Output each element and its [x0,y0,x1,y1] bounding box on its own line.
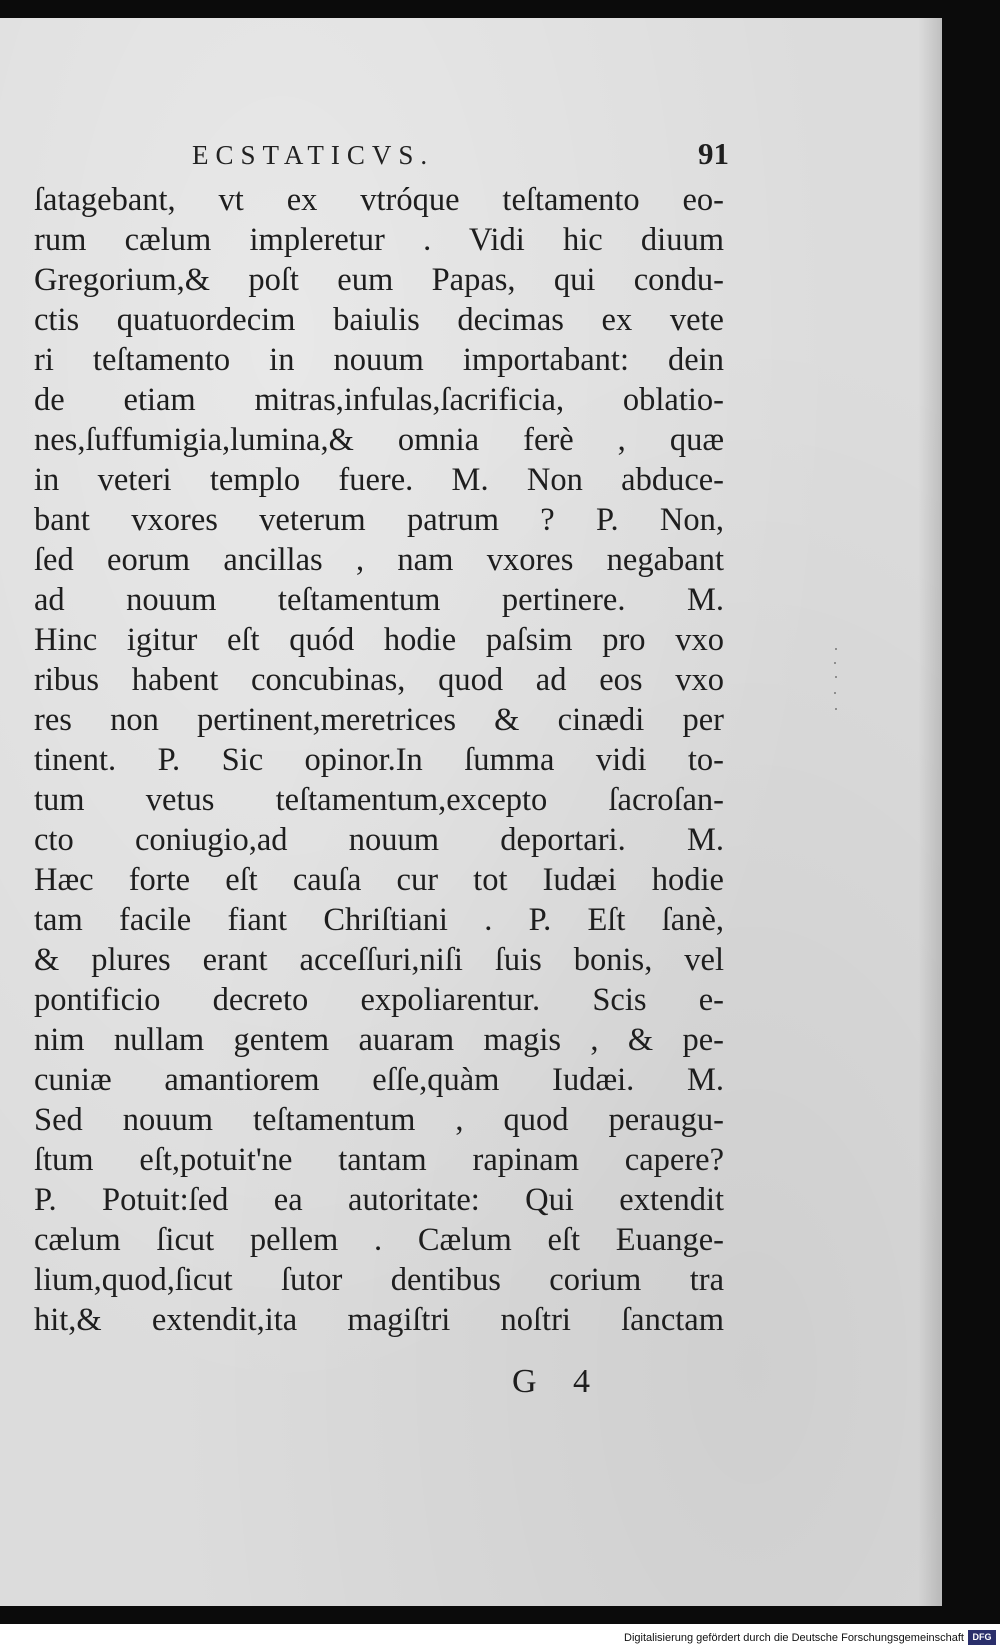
book-page [0,18,942,1606]
text-line: hit,& extendit,ita magiſtri noſtri ſanctam [34,1302,724,1338]
dfg-logo: DFG [968,1630,996,1645]
text-line: lium,quod,ſicut ſutor dentibus corium tra [34,1262,724,1298]
text-line: rum cælum impleretur . Vidi hic diuum [34,222,724,258]
footer-bar [0,1624,1000,1648]
folio-number: 91 [698,136,729,171]
text-line: ctis quatuordecim baiulis decimas ex vete [34,302,724,338]
text-line: ri teſtamento in nouum importabant: dein [34,342,724,378]
body-text [34,180,724,1340]
text-line: tum vetus teſtamentum,excepto ſacroſan- [34,782,724,818]
text-line: Sed nouum teſtamentum , quod peraugu- [34,1102,724,1138]
text-line: ſed eorum ancillas , nam vxores negabant [34,542,724,578]
text-line: & plures erant acceſſuri,niſi ſuis bonis, vel [34,942,724,978]
page-edge-shadow [918,18,940,1606]
text-line: ribus habent concubinas, quod ad eos vxo [34,662,724,698]
page-header [0,136,940,180]
text-line: cto coniugio,ad nouum deportari. M. [34,822,724,858]
signature-mark: G 4 [512,1363,605,1400]
running-title: ECSTATICVS. [192,140,435,170]
text-line: ſtum eſt,potuit'ne tantam rapinam capere? [34,1142,724,1178]
text-line: ad nouum teſtamentum pertinere. M. [34,582,724,618]
text-line: tam facile fiant Chriſtiani . P. Eſt ſanè, [34,902,724,938]
text-line: tinent. P. Sic opinor.In ſumma vidi to- [34,742,724,778]
text-line: cuniæ amantiorem eſſe,quàm Iudæi. M. [34,1062,724,1098]
text-line: in veteri templo fuere. M. Non abduce- [34,462,724,498]
text-line: nes,ſuffumigia,lumina,& omnia ferè , quæ [34,422,724,458]
text-line: pontificio decreto expoliarentur. Scis e- [34,982,724,1018]
text-line: cælum ſicut pellem . Cælum eſt Euange- [34,1222,724,1258]
margin-marks [830,643,842,723]
text-line: de etiam mitras,infulas,ſacrificia, oblatio- [34,382,724,418]
text-line: nim nullam gentem auaram magis , & pe- [34,1022,724,1058]
text-line: P. Potuit:ſed ea autoritate: Qui extendit [34,1182,724,1218]
text-line: Hæc forte eſt cauſa cur tot Iudæi hodie [34,862,724,898]
text-line: Gregorium,& poſt eum Papas, qui condu- [34,262,724,298]
text-line: res non pertinent,meretrices & cinædi per [34,702,724,738]
text-line: bant vxores veterum patrum ? P. Non, [34,502,724,538]
text-line: Hinc igitur eſt quód hodie paſsim pro vxo [34,622,724,658]
funding-credit: Digitalisierung gefördert durch die Deutsche Forschungsgemeinschaft [624,1632,964,1644]
text-line: ſatagebant, vt ex vtróque teſtamento eo- [34,182,724,218]
